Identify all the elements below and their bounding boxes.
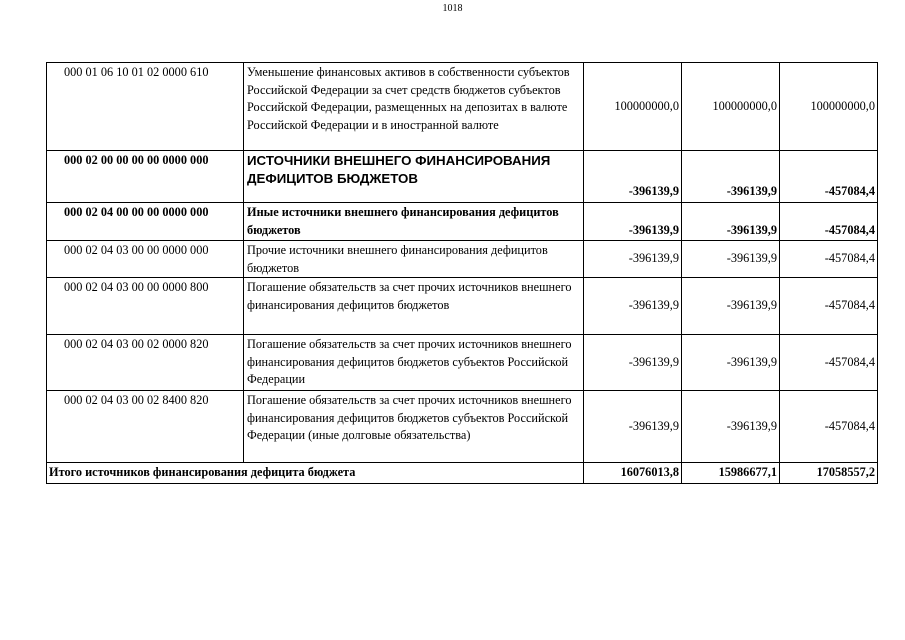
row-description: Уменьшение финансовых активов в собственности субъектов Российской Федерации за счет средств бюджетов субъектов Российской Федерации, размещенных на депозитах в валюте Российской Федерации и в иностранной валюте [244,63,584,151]
row-description: ИСТОЧНИКИ ВНЕШНЕГО ФИНАНСИРОВАНИЯ ДЕФИЦИТОВ БЮДЖЕТОВ [244,151,584,203]
value-year-2: -396139,9 [682,335,780,391]
value-year-2: -396139,9 [682,203,780,241]
value-year-3: -457084,4 [780,203,878,241]
total-year-1: 16076013,8 [584,463,682,484]
row-description: Иные источники внешнего финансирования дефицитов бюджетов [244,203,584,241]
table-row [47,278,878,335]
value-year-2: -396139,9 [682,391,780,463]
value-year-2: 100000000,0 [682,63,780,151]
budget-code: 000 02 04 03 00 02 8400 820 [47,391,244,463]
budget-code: 000 02 04 03 00 02 0000 820 [47,335,244,391]
total-year-3: 17058557,2 [780,463,878,484]
budget-code: 000 02 00 00 00 00 0000 000 [47,151,244,203]
value-year-3: -457084,4 [780,335,878,391]
table-row [47,241,878,278]
row-description: Прочие источники внешнего финансирования дефицитов бюджетов [244,241,584,278]
value-year-2: -396139,9 [682,241,780,278]
total-year-2: 15986677,1 [682,463,780,484]
budget-code: 000 02 04 03 00 00 0000 000 [47,241,244,278]
total-row [47,463,878,484]
table-row [47,391,878,463]
value-year-3: 100000000,0 [780,63,878,151]
value-year-3: -457084,4 [780,241,878,278]
value-year-1: -396139,9 [584,241,682,278]
page-number: 1018 [442,3,463,14]
value-year-3: -457084,4 [780,151,878,203]
value-year-1: -396139,9 [584,151,682,203]
table-row [47,335,878,391]
value-year-3: -457084,4 [780,278,878,335]
value-year-1: -396139,9 [584,391,682,463]
row-description: Погашение обязательств за счет прочих источников внешнего финансирования дефицитов бюджетов субъектов Российской Федерации (иные долговые обязательства) [244,391,584,463]
value-year-3: -457084,4 [780,391,878,463]
budget-code: 000 02 04 03 00 00 0000 800 [47,278,244,335]
table-row [47,63,878,151]
row-description: Погашение обязательств за счет прочих источников внешнего финансирования дефицитов бюджетов субъектов Российской Федерации [244,335,584,391]
budget-code: 000 01 06 10 01 02 0000 610 [47,63,244,151]
value-year-2: -396139,9 [682,278,780,335]
total-label: Итого источников финансирования дефицита бюджета [47,463,584,484]
table-row [47,151,878,203]
row-description: Погашение обязательств за счет прочих источников внешнего финансирования дефицитов бюджетов [244,278,584,335]
financing-sources-table [46,62,878,484]
table-row [47,203,878,241]
value-year-1: -396139,9 [584,335,682,391]
budget-code: 000 02 04 00 00 00 0000 000 [47,203,244,241]
value-year-1: 100000000,0 [584,63,682,151]
value-year-2: -396139,9 [682,151,780,203]
value-year-1: -396139,9 [584,203,682,241]
value-year-1: -396139,9 [584,278,682,335]
